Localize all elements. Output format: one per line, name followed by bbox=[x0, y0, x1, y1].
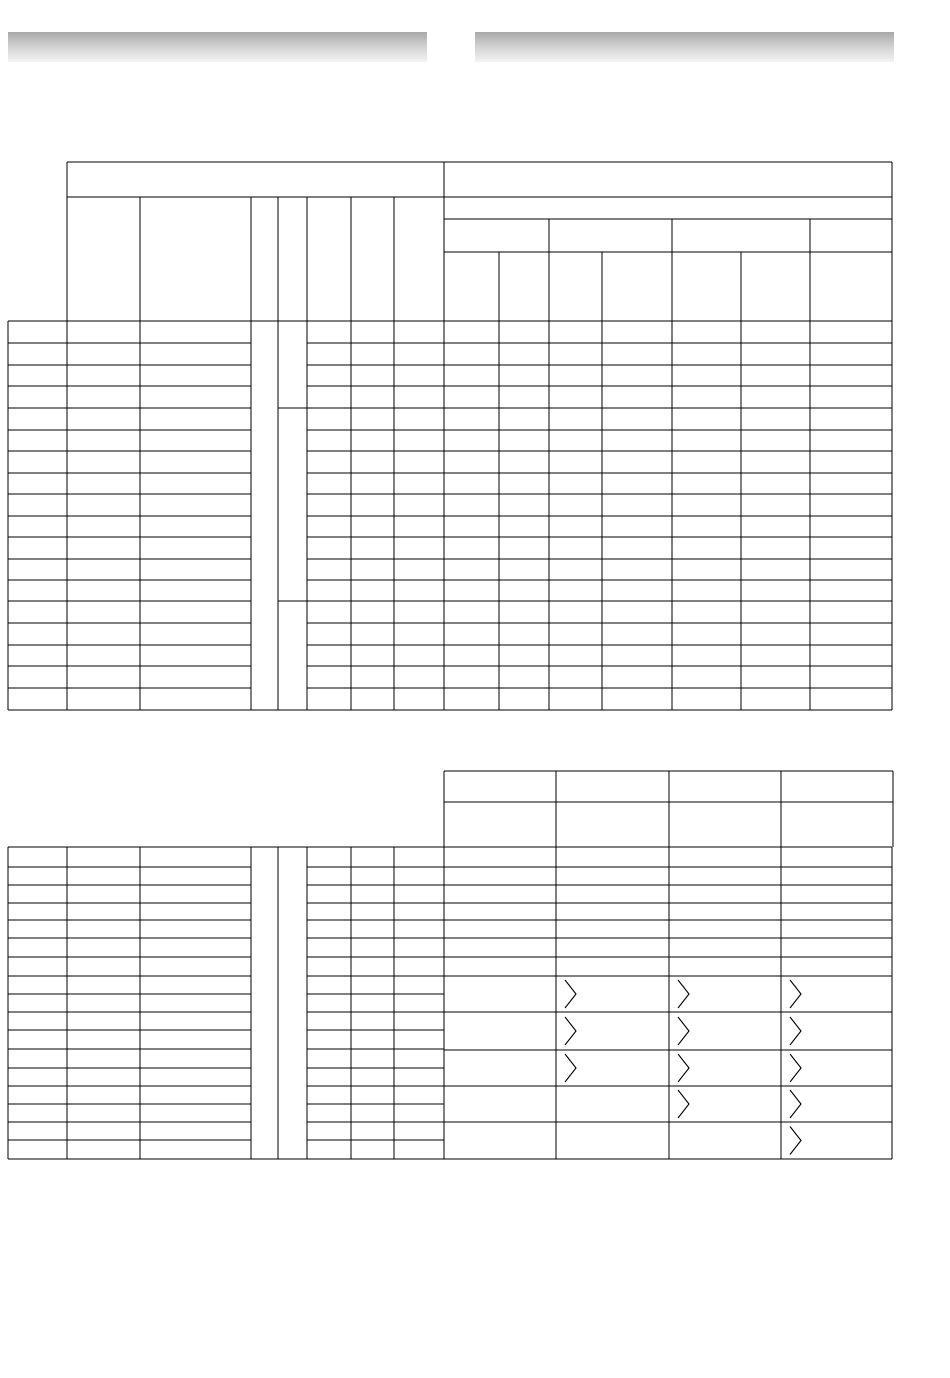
chevron-right-icon bbox=[565, 1054, 576, 1082]
chevron-right-icon bbox=[678, 980, 689, 1008]
chevron-right-icon bbox=[678, 1017, 689, 1045]
table-1-grid bbox=[8, 162, 892, 710]
table-2-grid bbox=[8, 771, 893, 1159]
chevron-right-icon bbox=[790, 980, 801, 1008]
chevron-right-icon bbox=[790, 1127, 801, 1155]
chevron-right-icon bbox=[790, 1090, 801, 1118]
chevron-right-icon bbox=[790, 1017, 801, 1045]
chevron-right-icon bbox=[678, 1054, 689, 1082]
chevron-right-icon bbox=[565, 980, 576, 1008]
chevron-right-icon bbox=[678, 1090, 689, 1118]
chevron-right-icon bbox=[565, 1017, 576, 1045]
chevron-right-icon bbox=[790, 1054, 801, 1082]
